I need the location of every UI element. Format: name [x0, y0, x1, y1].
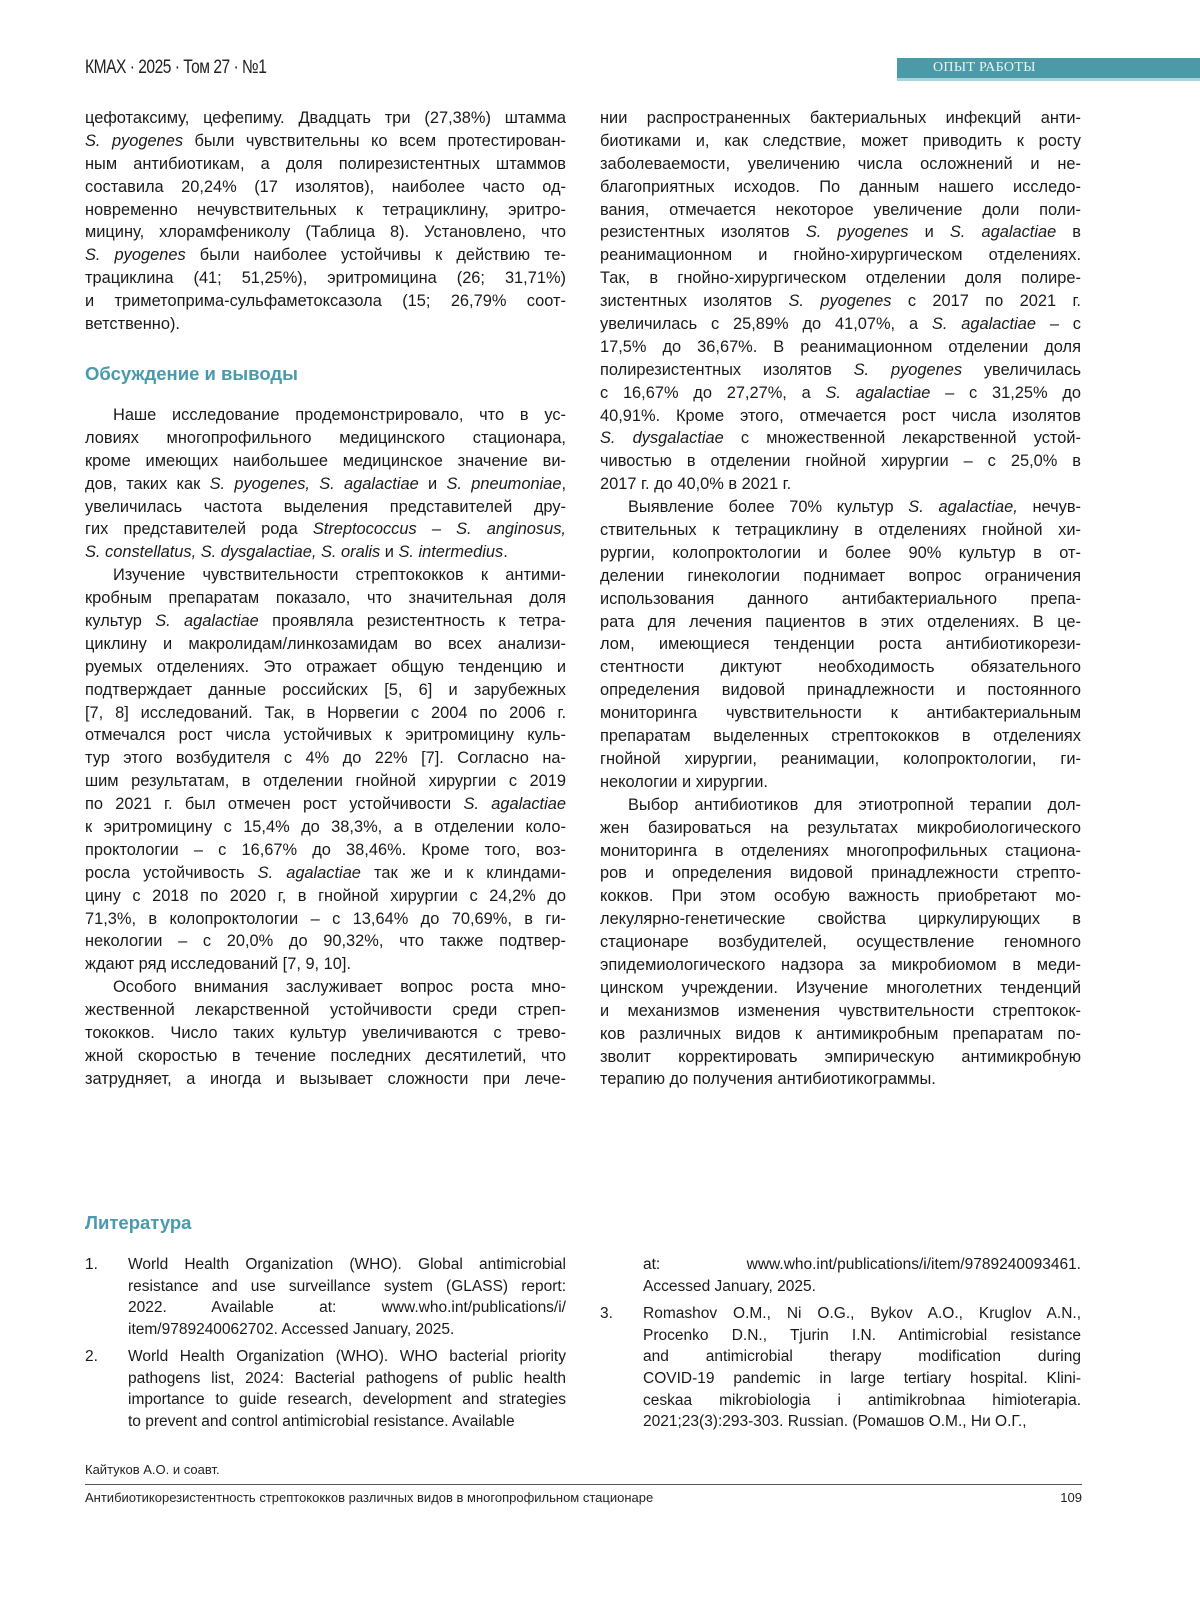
species-name: S. pneumoniae [446, 475, 561, 493]
discussion-heading: Обсуждение и выводы [85, 363, 298, 385]
text-line: отмечался рост числа устойчивых к эритромицину куль- [85, 724, 566, 747]
reference-line: COVID-19 pandemic in large tertiary hospital. Klini- [643, 1368, 1081, 1390]
text-line: чивостью в отделении гнойной хирургии – с 25,0% в [600, 450, 1081, 473]
left-column-body [85, 404, 566, 1091]
text-line: зволит корректировать эмпирическую антимикробную [600, 1046, 1081, 1069]
species-name: S. agalactiae [258, 864, 361, 882]
text-line: к эритромицину с 15,4% до 38,3%, а в отделении коло- [85, 816, 566, 839]
text-line: эпидемиологического надзора за микробиомом в меди- [600, 954, 1081, 977]
text-line: мицину, хлорамфениколу (Таблица 8). Установлено, что [85, 221, 566, 244]
reference-line: ceskaa mikrobiologia i antimikrobnaa himioterapia. [643, 1390, 1081, 1412]
text-line: полирезистентных изолятов S. pyogenes увеличилась [600, 359, 1081, 382]
text-line: Наше исследование продемонстрировало, что в ус- [85, 404, 566, 427]
text-line: цефотаксиму, цефепиму. Двадцать три (27,38%) штамма [85, 107, 566, 130]
text-line: и триметоприма-сульфаметоксазола (15; 26,79% соот- [85, 290, 566, 313]
text-line: заболеваемости, увеличению числа осложнений и не- [600, 153, 1081, 176]
text-line: S. constellatus, S. dysgalactiae, S. oralis и S. intermedius. [85, 541, 566, 564]
text-line: резистентных изолятов S. pyogenes и S. agalactiae в [600, 221, 1081, 244]
text-line: шим результатам, в отделении гнойной хирургии с 2019 [85, 770, 566, 793]
text-line: Изучение чувствительности стрептококков к антими- [85, 564, 566, 587]
species-name: S. agalactiae [825, 384, 930, 402]
text-line: трациклина (41; 51,25%), эритромицина (26; 31,71%) [85, 267, 566, 290]
text-line: S. dysgalactiae с множественной лекарственной устой- [600, 427, 1081, 450]
text-line: и механизмов изменения чувствительности стрептокок- [600, 1000, 1081, 1023]
reference-line: 2021;23(3):293-303. Russian. (Ромашов О.М., Ни О.Г., [643, 1411, 1081, 1433]
reference-line: Accessed January, 2025. [643, 1276, 1081, 1298]
species-name: S. intermedius [398, 543, 503, 561]
text-line: тококков. Число таких культур увеличиваются с трево- [85, 1022, 566, 1045]
text-line: S. pyogenes были чувствительны ко всем протестирован- [85, 130, 566, 153]
text-line: вания, отмечается некоторое увеличение доли поли- [600, 199, 1081, 222]
text-line: увеличилась с 25,89% до 41,07%, а S. agalactiae – с [600, 313, 1081, 336]
section-banner [897, 58, 1200, 81]
references-heading: Литература [85, 1212, 191, 1234]
species-name: S. agalactiae [155, 612, 259, 630]
text-line: реанимационном и гнойно-хирургическом отделениях. [600, 244, 1081, 267]
paragraph [600, 496, 1081, 794]
text-line: ждают ряд исследований [7, 9, 10]. [85, 953, 566, 976]
text-line: некологии – с 20,0% до 90,32%, что также подтвер- [85, 930, 566, 953]
text-line: увеличилась частота выделения представителей дру- [85, 496, 566, 519]
reference-line: 2022. Available at: www.who.int/publications/i/ [128, 1297, 566, 1319]
paragraph [600, 794, 1081, 1092]
reference-line: pathogens list, 2024: Bacterial pathogens of public health [128, 1368, 566, 1390]
text-line: биотиками и, как следствие, может приводить к росту [600, 130, 1081, 153]
left-column-top [85, 107, 566, 336]
species-name: S. pyogenes [85, 246, 186, 264]
right-column-body [600, 107, 1081, 1091]
text-line: использования данного антибактериального препа- [600, 588, 1081, 611]
section-label: ОПЫТ РАБОТЫ [933, 60, 1036, 76]
text-line: цину с 2018 по 2020 г, в гнойной хирургии с 24,2% до [85, 885, 566, 908]
text-line: Выявление более 70% культур S. agalactiae, нечув- [600, 496, 1081, 519]
species-name: Streptococcus [313, 520, 417, 538]
species-name: S. agalactiae [932, 315, 1036, 333]
species-name: S. dysgalactiae [600, 429, 724, 447]
text-line: определения видовой принадлежности и постоянного [600, 679, 1081, 702]
reference-number: 3. [600, 1303, 613, 1325]
text-line: кробным препаратам показало, что значительная доля [85, 587, 566, 610]
text-line: 17,5% до 36,67%. В реанимационном отделении доля [600, 336, 1081, 359]
species-name: S. pyogenes [854, 361, 962, 379]
reference-line: resistance and use surveillance system (GLASS) report: [128, 1276, 566, 1298]
text-line: подтверждает данные российских [5, 6] и зарубежных [85, 679, 566, 702]
text-line: составила 20,24% (17 изолятов), наиболее часто од- [85, 176, 566, 199]
text-line: благоприятных исходов. По данным нашего исследо- [600, 176, 1081, 199]
text-line: новременно нечувствительных к тетрациклину, эритро- [85, 199, 566, 222]
paragraph [85, 404, 566, 564]
text-line: ветственно). [85, 313, 566, 336]
text-line: некологии и хирургии. [600, 771, 1081, 794]
reference-line: World Health Organization (WHO). Global antimicrobial [128, 1254, 566, 1276]
species-name: S. pyogenes, S. agalactiae [210, 475, 419, 493]
reference-line: importance to guide research, development and strategies [128, 1389, 566, 1411]
text-line: проктологии – с 16,67% до 38,46%. Кроме того, воз- [85, 839, 566, 862]
species-name: S. pyogenes [85, 132, 183, 150]
text-line: рата для лечения пациентов в этих отделениях. В це- [600, 611, 1081, 634]
reference-line: at: www.who.int/publications/i/item/9789240093461. [643, 1254, 1081, 1276]
text-line: Особого внимания заслуживает вопрос роста мно- [85, 976, 566, 999]
text-line: нии распространенных бактериальных инфекций анти- [600, 107, 1081, 130]
reference-line: World Health Organization (WHO). WHO bacterial priority [128, 1346, 566, 1368]
text-line: тур этого возбудителя с 4% до 22% [7]. Согласно на- [85, 747, 566, 770]
text-line: Выбор антибиотиков для этиотропной терапии дол- [600, 794, 1081, 817]
text-line: S. pyogenes были наиболее устойчивы к действию те- [85, 244, 566, 267]
text-line: ловиях многопрофильного медицинского стационара, [85, 427, 566, 450]
text-line: делении гинекологии поднимает вопрос ограничения [600, 565, 1081, 588]
text-line: жественной лекарственной устойчивости среди стреп- [85, 999, 566, 1022]
text-line: 40,91%. Кроме этого, отмечается рост числа изолятов [600, 405, 1081, 428]
species-name: S. pyogenes [788, 292, 891, 310]
species-name: S. constellatus, S. dysgalactiae, S. oralis [85, 543, 380, 561]
footer-divider [85, 1484, 1082, 1485]
text-line: ров и определения видовой принадлежности стрепто- [600, 862, 1081, 885]
journal-issue: КМАХ · 2025 · Том 27 · №1 [85, 57, 266, 79]
reference-line: Romashov O.M., Ni O.G., Bykov A.O., Kruglov A.N., [643, 1303, 1081, 1325]
text-line: мониторинга в отделениях многопрофильных стациона- [600, 840, 1081, 863]
text-line: стационаре возбудителей, осуществление геномного [600, 931, 1081, 954]
reference-number: 2. [85, 1346, 98, 1368]
text-line: кроме имеющих наибольшее медицинское значение ви- [85, 450, 566, 473]
text-line: кокков. При этом особую важность приобретают мо- [600, 885, 1081, 908]
text-line: 2017 г. до 40,0% в 2021 г. [600, 473, 1081, 496]
text-line: гих представителей рода Streptococcus – S. anginosus, [85, 518, 566, 541]
text-line: лом, имеющиеся тенденции роста антибиотикорези- [600, 633, 1081, 656]
page-number: 109 [1060, 1490, 1082, 1505]
text-line: по 2021 г. был отмечен рост устойчивости S. agalactiae [85, 793, 566, 816]
text-line: 71,3%, в колопроктологии – с 13,64% до 70,69%, в ги- [85, 908, 566, 931]
text-line: ным антибиотикам, а доля полирезистентных штаммов [85, 153, 566, 176]
paragraph [85, 107, 566, 336]
text-line: затрудняет, а иногда и вызывает сложности при лече- [85, 1068, 566, 1091]
species-name: S. agalactiae [950, 223, 1056, 241]
footer-article-title: Антибиотикорезистентность стрептококков различных видов в многопрофильном стационаре [85, 1490, 653, 1505]
text-line: циклину и макролидам/линкозамидам во всех анализи- [85, 633, 566, 656]
text-line: жен базироваться на результатах микробиологического [600, 817, 1081, 840]
text-line: терапию до получения антибиотикограммы. [600, 1068, 1081, 1091]
text-line: культур S. agalactiae проявляла резистентность к тетра- [85, 610, 566, 633]
text-line: рургии, колопроктологии и более 90% культур в от- [600, 542, 1081, 565]
text-line: с 16,67% до 27,27%, а S. agalactiae – с 31,25% до [600, 382, 1081, 405]
text-line: гнойной хирургии, реанимации, колопроктологии, ги- [600, 748, 1081, 771]
text-line: лекулярно-генетические свойства циркулирующих в [600, 908, 1081, 931]
text-line: [7, 8] исследований. Так, в Норвегии с 2004 по 2006 г. [85, 702, 566, 725]
text-line: препаратам выделенных стрептококков в отделениях [600, 725, 1081, 748]
text-line: ков различных видов к антимикробным препаратам по- [600, 1023, 1081, 1046]
footer-authors: Кайтуков А.О. и соавт. [85, 1462, 220, 1477]
species-name: S. pyogenes [806, 223, 909, 241]
species-name: S. agalactiae, [908, 498, 1017, 516]
reference-line: to prevent and control antimicrobial resistance. Available [128, 1411, 566, 1433]
text-line: стентности диктуют необходимость обязательного [600, 656, 1081, 679]
reference-line: and antimicrobial therapy modification during [643, 1346, 1081, 1368]
text-line: цинском учреждении. Изучение многолетних тенденций [600, 977, 1081, 1000]
text-line: зистентных изолятов S. pyogenes с 2017 по 2021 г. [600, 290, 1081, 313]
text-line: жной скоростью в течение последних десятилетий, что [85, 1045, 566, 1068]
text-line: мониторинга чувствительности к антибактериальным [600, 702, 1081, 725]
paragraph [600, 107, 1081, 496]
text-line: руемых отделениях. Это отражает общую тенденцию и [85, 656, 566, 679]
text-line: росла устойчивость S. agalactiae так же и к клиндами- [85, 862, 566, 885]
text-line: Так, в гнойно-хирургическом отделении доля полире- [600, 267, 1081, 290]
reference-number: 1. [85, 1254, 98, 1276]
reference-line: item/9789240062702. Accessed January, 2025. [128, 1319, 566, 1341]
text-line: дов, таких как S. pyogenes, S. agalactiae и S. pneumoniae, [85, 473, 566, 496]
species-name: S. anginosus, [456, 520, 566, 538]
text-line: ствительных к тетрациклину в отделениях гнойной хи- [600, 519, 1081, 542]
paragraph [85, 976, 566, 1090]
species-name: S. agalactiae [463, 795, 566, 813]
reference-line: Procenko D.N., Tjurin I.N. Antimicrobial resistance [643, 1325, 1081, 1347]
paragraph [85, 564, 566, 976]
